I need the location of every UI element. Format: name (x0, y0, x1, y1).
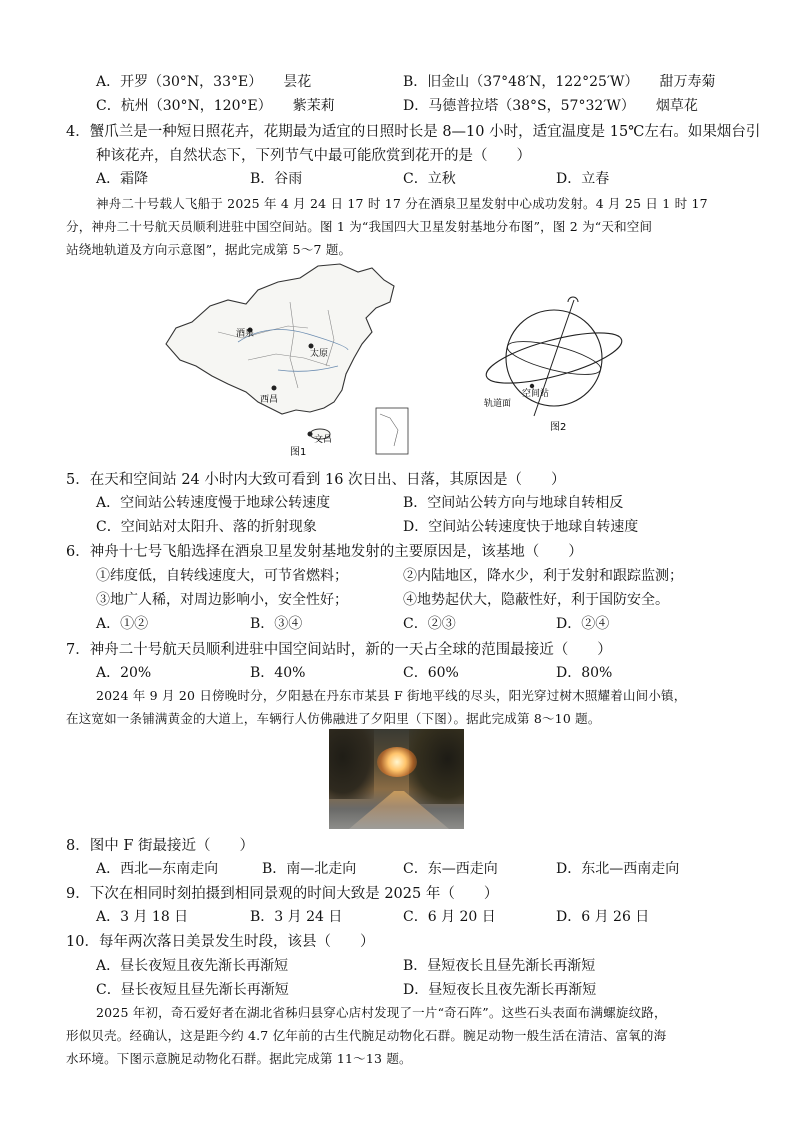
q10-option-c: C．昼长夜短且昼先渐长再渐短 (96, 982, 289, 998)
q9-option-d: D．6 月 26 日 (556, 909, 650, 925)
q5-option-c: C．空间站对太阳升、落的折射现象 (96, 519, 317, 535)
q8-option-d: D．东北—西南走向 (556, 861, 680, 877)
q3-option-b: B．旧金山（37°48′N，122°25′W） 甜万寿菊 (403, 74, 716, 90)
intro3-line1: 2025 年初，奇石爱好者在湖北省秭归县穿心店村发现了一片“奇石阵”。这些石头表面布满螺旋纹路， (96, 1005, 667, 1020)
q6-option-c: C．②③ (403, 616, 456, 632)
q7-option-a: A．20% (96, 665, 152, 681)
q9-option-c: C．6 月 20 日 (403, 909, 496, 925)
q10-stem: 10．每年两次落日美景发生时段，该县（ ） (66, 934, 375, 950)
label-wenchang: 文昌 (314, 435, 333, 445)
rotation-arrow-icon (568, 297, 578, 302)
q6-option-a: A．①② (96, 616, 149, 632)
intro1-line1: 神舟二十号载人飞船于 2025 年 4 月 24 日 17 时 17 分在酒泉卫星发射中心成功发射。4 月 25 日 1 时 17 (96, 196, 708, 211)
q4-option-c: C．立秋 (403, 171, 456, 187)
xichang-marker (272, 386, 277, 391)
q7-stem: 7．神舟二十号航天员顺利进驻中国空间站时，新的一天占全球的范围最接近（ ） (66, 642, 612, 658)
taiyuan-marker (309, 344, 314, 349)
q7-option-d: D．80% (556, 665, 613, 681)
q4-option-a: A．霜降 (96, 171, 149, 187)
q5-option-b: B．空间站公转方向与地球自转相反 (403, 495, 624, 511)
q5-stem: 5．在天和空间站 24 小时内大致可看到 16 次日出、日落，其原因是（ ） (66, 472, 566, 488)
intro2-line2: 在这宽如一条铺满黄金的大道上，车辆行人仿佛融进了夕阳里（下图）。据此完成第 8～10 题。 (66, 711, 601, 726)
intro3-line3: 水环境。下图示意腕足动物化石群。据此完成第 11～13 题。 (66, 1051, 412, 1066)
q6-statement-3: ③地广人稀，对周边影响小，安全性好； (96, 592, 348, 608)
wenchang-marker (308, 432, 313, 437)
figure1-caption: 图1 (290, 447, 307, 457)
sunset-street-photo (329, 729, 464, 829)
q10-option-b: B．昼短夜长且昼先渐长再渐短 (403, 958, 596, 974)
q10-option-d: D．昼短夜长且夜先渐长再渐短 (403, 982, 597, 998)
figure2-orbit-diagram (482, 294, 632, 434)
q6-stem: 6．神舟十七号飞船选择在酒泉卫星发射基地发射的主要原因是，该基地（ ） (66, 544, 583, 560)
q7-option-b: B．40% (250, 665, 306, 681)
q3-option-d: D．马德普拉塔（38°S，57°32′W） 烟草花 (403, 98, 698, 114)
q8-stem: 8．图中 F 街最接近（ ） (66, 838, 255, 854)
label-orbit: 轨道面 (484, 399, 512, 409)
q10-option-a: A．昼长夜短且夜先渐长再渐短 (96, 958, 289, 974)
q3-option-c: C．杭州（30°N，120°E） 紫茉莉 (96, 98, 335, 114)
intro1-line2: 分，神舟二十号航天员顺利进驻中国空间站。图 1 为“我国四大卫星发射基地分布图”，图 2 为“天和空间 (66, 219, 653, 234)
label-jiuquan: 酒泉 (236, 329, 255, 339)
station-marker (530, 384, 534, 388)
q3-option-a: A．开罗（30°N，33°E） 昙花 (96, 74, 312, 90)
q7-option-c: C．60% (403, 665, 459, 681)
q5-option-d: D．空间站公转速度快于地球自转速度 (403, 519, 639, 535)
q9-option-a: A．3 月 18 日 (96, 909, 189, 925)
q6-option-b: B．③④ (250, 616, 303, 632)
figure1-china-map (158, 262, 428, 457)
label-taiyuan: 太原 (310, 349, 329, 359)
q4-option-d: D．立春 (556, 171, 610, 187)
q6-statement-4: ④地势起伏大，隐蔽性好，利于国防安全。 (403, 592, 669, 608)
q8-option-c: C．东—西走向 (403, 861, 498, 877)
q5-option-a: A．空间站公转速度慢于地球公转速度 (96, 495, 331, 511)
q4-stem-line2: 种该花卉，自然状态下，下列节气中最可能欣赏到花开的是（ ） (96, 148, 531, 164)
label-xichang: 西昌 (260, 395, 279, 405)
intro2-line1: 2024 年 9 月 20 日傍晚时分，夕阳悬在丹东市某县 F 街地平线的尽头，阳光穿过树木照耀着山间小镇， (96, 688, 687, 703)
sun-icon (377, 747, 417, 777)
q4-option-b: B．谷雨 (250, 171, 303, 187)
q6-statement-1: ①纬度低，自转线速度大，可节省燃料； (96, 568, 348, 584)
q8-option-a: A．西北—东南走向 (96, 861, 219, 877)
q6-statement-2: ②内陆地区，降水少，利于发射和跟踪监测； (403, 568, 683, 584)
q8-option-b: B．南—北走向 (262, 861, 357, 877)
intro3-line2: 形似贝壳。经确认，这是距今约 4.7 亿年前的古生代腕足动物化石群。腕足动物一般生活在清洁、富氧的海 (66, 1028, 667, 1043)
q6-option-d: D．②④ (556, 616, 610, 632)
q9-stem: 9．下次在相同时刻拍摄到相同景观的时间大致是 2025 年（ ） (66, 886, 499, 902)
intro1-line3: 站绕地轨道及方向示意图”，据此完成第 5～7 题。 (66, 242, 352, 257)
q9-option-b: B．3 月 24 日 (250, 909, 343, 925)
q4-stem-line1: 4．蟹爪兰是一种短日照花卉，花期最为适宜的日照时长是 8—10 小时，适宜温度是 15℃左右。如果烟台引 (66, 124, 761, 140)
label-station: 空间站 (522, 389, 550, 399)
figure2-caption: 图2 (550, 422, 567, 433)
